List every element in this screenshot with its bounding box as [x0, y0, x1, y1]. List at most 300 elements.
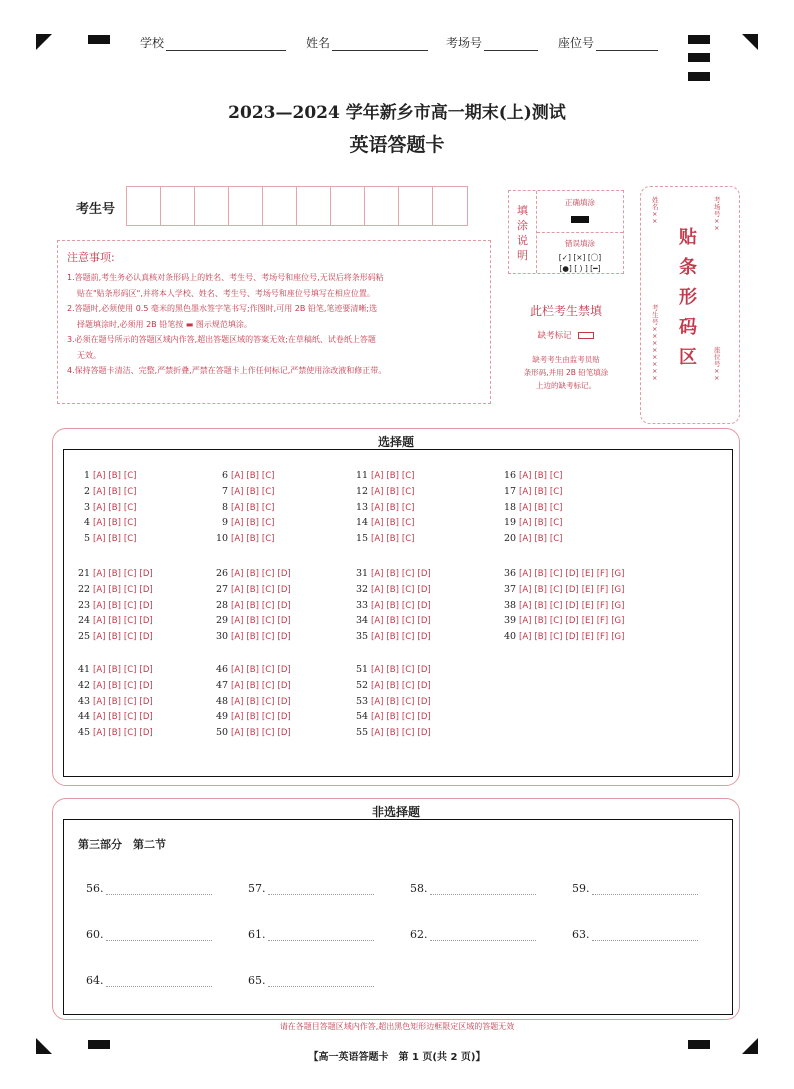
- option-bubble-a[interactable]: [A]: [93, 518, 106, 529]
- option-bubble-a[interactable]: [A]: [371, 569, 384, 579]
- option-bubble-d[interactable]: [D]: [417, 712, 431, 723]
- option-bubble-f[interactable]: [F]: [596, 584, 609, 595]
- question-row: [216, 615, 294, 626]
- option-bubble-b[interactable]: [B]: [246, 569, 259, 579]
- option-bubble-c[interactable]: [C]: [123, 471, 137, 481]
- option-bubble-e[interactable]: [E]: [581, 584, 594, 595]
- option-bubble-a[interactable]: [A]: [231, 534, 244, 545]
- option-bubble-c[interactable]: [C]: [401, 696, 415, 707]
- option-bubble-c[interactable]: [C]: [549, 584, 563, 595]
- answer-57[interactable]: [248, 882, 266, 895]
- option-bubble-c[interactable]: [C]: [549, 569, 563, 579]
- option-bubble-b[interactable]: [B]: [246, 680, 259, 691]
- option-bubble-a[interactable]: [A]: [231, 584, 244, 595]
- answer-64[interactable]: [86, 974, 104, 987]
- option-bubble-c[interactable]: [C]: [549, 616, 563, 627]
- barcode-char: 贴: [679, 227, 697, 248]
- answer-line[interactable]: [106, 894, 212, 895]
- option-bubble-a[interactable]: [A]: [519, 569, 532, 579]
- option-bubble-b[interactable]: [B]: [534, 600, 547, 611]
- option-bubble-b[interactable]: [B]: [534, 584, 547, 595]
- option-bubble-b[interactable]: [B]: [108, 665, 121, 675]
- student-id-box[interactable]: [229, 187, 263, 225]
- option-bubble-c[interactable]: [C]: [401, 486, 415, 497]
- option-bubble-a[interactable]: [A]: [371, 518, 384, 529]
- option-bubble-g[interactable]: [G]: [611, 616, 625, 627]
- option-bubble-b[interactable]: [B]: [108, 569, 121, 579]
- option-bubble-b[interactable]: [B]: [246, 696, 259, 707]
- student-id-box[interactable]: [365, 187, 399, 225]
- option-bubble-g[interactable]: [G]: [611, 600, 625, 611]
- question-row: [78, 727, 156, 738]
- option-bubble-a[interactable]: [A]: [93, 680, 106, 691]
- question-row: [216, 727, 294, 738]
- option-bubble-c[interactable]: [C]: [123, 569, 137, 579]
- option-bubble-d[interactable]: [D]: [417, 632, 431, 643]
- option-bubble-a[interactable]: [A]: [93, 584, 106, 595]
- option-bubble-b[interactable]: [B]: [108, 728, 121, 739]
- question-row: [78, 533, 140, 544]
- fill-side-char: 说: [517, 234, 528, 247]
- option-bubble-b[interactable]: [B]: [534, 518, 547, 529]
- exam-room-label: 考场号: [446, 36, 483, 50]
- option-bubble-d[interactable]: [D]: [277, 712, 291, 723]
- option-bubble-d[interactable]: [D]: [277, 632, 291, 643]
- option-bubble-b[interactable]: [B]: [108, 712, 121, 723]
- absent-mark-row[interactable]: [506, 329, 626, 341]
- option-bubble-a[interactable]: [A]: [519, 518, 532, 529]
- answer-line[interactable]: [430, 894, 536, 895]
- option-bubble-d[interactable]: [D]: [139, 569, 153, 579]
- option-bubble-b[interactable]: [B]: [246, 486, 259, 497]
- option-bubble-b[interactable]: [B]: [108, 696, 121, 707]
- barcode-tag-name: 姓名××: [652, 196, 659, 225]
- option-bubble-d[interactable]: [D]: [277, 569, 291, 579]
- student-id-box[interactable]: [263, 187, 297, 225]
- option-bubble-c[interactable]: [C]: [123, 665, 137, 675]
- option-bubble-c[interactable]: [C]: [549, 600, 563, 611]
- question-number: 53: [356, 695, 369, 707]
- option-bubble-c[interactable]: [C]: [401, 728, 415, 739]
- option-bubble-c[interactable]: [C]: [261, 584, 275, 595]
- option-bubble-a[interactable]: [A]: [93, 696, 106, 707]
- question-row: [216, 600, 294, 611]
- option-bubble-c[interactable]: [C]: [123, 632, 137, 643]
- footer-warning: 请在各题目答题区域内作答,超出黑色矩形边框限定区域的答题无效: [279, 1022, 515, 1031]
- exam-room-field[interactable]: [446, 34, 538, 51]
- option-bubble-a[interactable]: [A]: [519, 632, 532, 643]
- option-bubble-b[interactable]: [B]: [246, 712, 259, 723]
- exam-room-line[interactable]: [484, 37, 538, 51]
- option-bubble-b[interactable]: [B]: [108, 486, 121, 497]
- option-bubble-c[interactable]: [C]: [123, 680, 137, 691]
- answer-65[interactable]: [248, 974, 266, 987]
- option-bubble-a[interactable]: [A]: [231, 728, 244, 739]
- option-bubble-d[interactable]: [D]: [139, 712, 153, 723]
- question-number: 35: [356, 631, 369, 643]
- option-bubble-a[interactable]: [A]: [231, 665, 244, 675]
- option-bubble-d[interactable]: [D]: [277, 665, 291, 675]
- answer-61[interactable]: [248, 928, 266, 941]
- option-bubble-d[interactable]: [D]: [139, 728, 153, 739]
- option-bubble-a[interactable]: [A]: [371, 502, 384, 513]
- option-bubble-a[interactable]: [A]: [231, 712, 244, 723]
- option-bubble-b[interactable]: [B]: [534, 632, 547, 643]
- answer-line[interactable]: [268, 986, 374, 987]
- option-bubble-c[interactable]: [C]: [261, 680, 275, 691]
- question-number: 61.: [248, 928, 266, 941]
- school-field[interactable]: [140, 34, 286, 51]
- option-bubble-a[interactable]: [A]: [93, 486, 106, 497]
- option-bubble-b[interactable]: [B]: [246, 616, 259, 627]
- option-bubble-a[interactable]: [A]: [231, 569, 244, 579]
- student-id-box[interactable]: [127, 187, 161, 225]
- student-id-box[interactable]: [297, 187, 331, 225]
- option-bubble-c[interactable]: [C]: [261, 665, 275, 675]
- option-bubble-b[interactable]: [B]: [534, 471, 547, 481]
- question-number: 29: [216, 615, 229, 627]
- option-bubble-a[interactable]: [A]: [231, 632, 244, 643]
- option-bubble-b[interactable]: [B]: [386, 712, 399, 723]
- option-bubble-d[interactable]: [D]: [277, 600, 291, 611]
- option-bubble-c[interactable]: [C]: [123, 616, 137, 627]
- option-bubble-a[interactable]: [A]: [231, 600, 244, 611]
- option-bubble-c[interactable]: [C]: [401, 569, 415, 579]
- question-row: [78, 615, 156, 626]
- option-bubble-c[interactable]: [C]: [401, 665, 415, 675]
- answer-line[interactable]: [106, 986, 212, 987]
- option-bubble-c[interactable]: [C]: [401, 712, 415, 723]
- option-bubble-a[interactable]: [A]: [519, 471, 532, 481]
- option-bubble-a[interactable]: [A]: [371, 486, 384, 497]
- question-row: [356, 727, 434, 738]
- option-bubble-f[interactable]: [F]: [596, 632, 609, 643]
- student-id-box[interactable]: [331, 187, 365, 225]
- absent-mark-box[interactable]: [578, 332, 594, 339]
- option-bubble-d[interactable]: [D]: [565, 632, 579, 643]
- option-bubble-a[interactable]: [A]: [519, 616, 532, 627]
- timing-mark: [88, 35, 110, 44]
- option-bubble-b[interactable]: [B]: [534, 486, 547, 497]
- option-bubble-f[interactable]: [F]: [596, 600, 609, 611]
- option-bubble-c[interactable]: [C]: [123, 584, 137, 595]
- option-bubble-d[interactable]: [D]: [417, 728, 431, 739]
- option-bubble-c[interactable]: [C]: [123, 600, 137, 611]
- option-bubble-c[interactable]: [C]: [549, 632, 563, 643]
- option-bubble-d[interactable]: [D]: [417, 680, 431, 691]
- wrong-fill: [537, 233, 623, 273]
- option-bubble-b[interactable]: [B]: [108, 502, 121, 513]
- question-number: 13: [356, 501, 369, 513]
- option-bubble-c[interactable]: [C]: [401, 600, 415, 611]
- option-bubble-c[interactable]: [C]: [549, 502, 563, 513]
- option-bubble-g[interactable]: [G]: [611, 584, 625, 595]
- option-bubble-a[interactable]: [A]: [371, 584, 384, 595]
- option-bubble-d[interactable]: [D]: [139, 696, 153, 707]
- option-bubble-d[interactable]: [D]: [417, 584, 431, 595]
- option-bubble-b[interactable]: [B]: [108, 584, 121, 595]
- nonchoice-answer-frame: [63, 819, 733, 1015]
- option-bubble-c[interactable]: [C]: [261, 518, 275, 529]
- option-bubble-d[interactable]: [D]: [277, 728, 291, 739]
- option-bubble-d[interactable]: [D]: [417, 616, 431, 627]
- option-bubble-a[interactable]: [A]: [371, 712, 384, 723]
- student-id-box[interactable]: [195, 187, 229, 225]
- option-bubble-a[interactable]: [A]: [93, 502, 106, 513]
- option-bubble-c[interactable]: [C]: [123, 502, 137, 513]
- option-bubble-c[interactable]: [C]: [401, 616, 415, 627]
- option-bubble-c[interactable]: [C]: [401, 584, 415, 595]
- option-bubble-a[interactable]: [A]: [519, 600, 532, 611]
- option-bubble-c[interactable]: [C]: [401, 680, 415, 691]
- question-number: 65.: [248, 974, 266, 987]
- answer-62[interactable]: [410, 928, 428, 941]
- option-bubble-a[interactable]: [A]: [93, 616, 106, 627]
- option-bubble-b[interactable]: [B]: [246, 471, 259, 481]
- answer-line[interactable]: [106, 940, 212, 941]
- option-bubble-b[interactable]: [B]: [386, 534, 399, 545]
- option-bubble-b[interactable]: [B]: [108, 616, 121, 627]
- option-bubble-c[interactable]: [C]: [261, 534, 275, 545]
- option-bubble-a[interactable]: [A]: [231, 486, 244, 497]
- option-bubble-b[interactable]: [B]: [386, 518, 399, 529]
- option-bubble-a[interactable]: [A]: [93, 534, 106, 545]
- question-number: 56.: [86, 882, 104, 895]
- option-bubble-d[interactable]: [D]: [565, 584, 579, 595]
- student-id-box[interactable]: [399, 187, 433, 225]
- option-bubble-e[interactable]: [E]: [581, 600, 594, 611]
- answer-line[interactable]: [268, 940, 374, 941]
- option-bubble-c[interactable]: [C]: [261, 471, 275, 481]
- answer-63[interactable]: [572, 928, 590, 941]
- option-bubble-c[interactable]: [C]: [261, 728, 275, 739]
- question-number: 52: [356, 679, 369, 691]
- option-bubble-b[interactable]: [B]: [108, 518, 121, 529]
- option-bubble-a[interactable]: [A]: [371, 632, 384, 643]
- option-bubble-b[interactable]: [B]: [108, 680, 121, 691]
- option-bubble-b[interactable]: [B]: [386, 632, 399, 643]
- option-bubble-c[interactable]: [C]: [401, 632, 415, 643]
- answer-59[interactable]: [572, 882, 590, 895]
- option-bubble-f[interactable]: [F]: [596, 569, 609, 579]
- option-bubble-c[interactable]: [C]: [261, 696, 275, 707]
- option-bubble-a[interactable]: [A]: [231, 616, 244, 627]
- option-bubble-b[interactable]: [B]: [386, 728, 399, 739]
- notice-title: 注意事项:: [67, 251, 115, 264]
- question-row: [504, 517, 566, 528]
- question-number: 21: [78, 568, 91, 579]
- option-bubble-a[interactable]: [A]: [371, 600, 384, 611]
- option-bubble-a[interactable]: [A]: [231, 518, 244, 529]
- option-bubble-b[interactable]: [B]: [246, 632, 259, 643]
- option-bubble-f[interactable]: [F]: [596, 616, 609, 627]
- question-number: 23: [78, 599, 91, 611]
- option-bubble-b[interactable]: [B]: [386, 665, 399, 675]
- option-bubble-b[interactable]: [B]: [386, 502, 399, 513]
- option-bubble-b[interactable]: [B]: [386, 696, 399, 707]
- student-id-box[interactable]: [161, 187, 195, 225]
- option-bubble-c[interactable]: [C]: [123, 728, 137, 739]
- question-number: 37: [504, 583, 517, 595]
- option-bubble-c[interactable]: [C]: [123, 486, 137, 497]
- option-bubble-e[interactable]: [E]: [581, 569, 594, 579]
- option-bubble-a[interactable]: [A]: [371, 696, 384, 707]
- option-bubble-b[interactable]: [B]: [386, 471, 399, 481]
- option-bubble-c[interactable]: [C]: [123, 518, 137, 529]
- option-bubble-b[interactable]: [B]: [386, 569, 399, 579]
- option-bubble-g[interactable]: [G]: [611, 632, 625, 643]
- option-bubble-d[interactable]: [D]: [565, 600, 579, 611]
- option-bubble-a[interactable]: [A]: [371, 471, 384, 481]
- student-id-box[interactable]: [433, 187, 467, 225]
- option-bubble-c[interactable]: [C]: [123, 534, 137, 545]
- option-bubble-b[interactable]: [B]: [108, 632, 121, 643]
- option-bubble-d[interactable]: [D]: [139, 616, 153, 627]
- school-line[interactable]: [166, 37, 286, 51]
- option-bubble-a[interactable]: [A]: [371, 616, 384, 627]
- option-bubble-e[interactable]: [E]: [581, 632, 594, 643]
- option-bubble-c[interactable]: [C]: [261, 712, 275, 723]
- option-bubble-d[interactable]: [D]: [139, 584, 153, 595]
- option-bubble-c[interactable]: [C]: [123, 696, 137, 707]
- option-bubble-a[interactable]: [A]: [93, 600, 106, 611]
- option-bubble-c[interactable]: [C]: [123, 712, 137, 723]
- option-bubble-d[interactable]: [D]: [417, 696, 431, 707]
- answer-line[interactable]: [430, 940, 536, 941]
- name-field[interactable]: [306, 34, 428, 51]
- option-bubble-a[interactable]: [A]: [519, 502, 532, 513]
- option-bubble-b[interactable]: [B]: [108, 534, 121, 545]
- option-bubble-a[interactable]: [A]: [371, 534, 384, 545]
- option-bubble-b[interactable]: [B]: [246, 600, 259, 611]
- option-bubble-b[interactable]: [B]: [534, 616, 547, 627]
- option-bubble-d[interactable]: [D]: [277, 680, 291, 691]
- option-bubble-b[interactable]: [B]: [108, 600, 121, 611]
- option-bubble-b[interactable]: [B]: [386, 600, 399, 611]
- option-bubble-a[interactable]: [A]: [231, 502, 244, 513]
- option-bubble-d[interactable]: [D]: [139, 665, 153, 675]
- question-row: [504, 486, 566, 497]
- option-bubble-c[interactable]: [C]: [261, 569, 275, 579]
- option-bubble-a[interactable]: [A]: [519, 486, 532, 497]
- seat-line[interactable]: [596, 37, 658, 51]
- option-bubble-c[interactable]: [C]: [261, 486, 275, 497]
- option-bubble-g[interactable]: [G]: [611, 569, 625, 579]
- option-bubble-c[interactable]: [C]: [261, 632, 275, 643]
- option-bubble-a[interactable]: [A]: [371, 728, 384, 739]
- option-bubble-c[interactable]: [C]: [401, 534, 415, 545]
- fill-side-char: 填: [517, 204, 528, 217]
- option-bubble-b[interactable]: [B]: [534, 534, 547, 545]
- option-bubble-d[interactable]: [D]: [277, 616, 291, 627]
- option-bubble-d[interactable]: [D]: [139, 632, 153, 643]
- seat-field[interactable]: [558, 34, 658, 51]
- option-bubble-c[interactable]: [C]: [401, 518, 415, 529]
- question-number: 47: [216, 679, 229, 691]
- question-number: 25: [78, 631, 91, 643]
- option-bubble-b[interactable]: [B]: [246, 665, 259, 675]
- option-bubble-b[interactable]: [B]: [534, 569, 547, 579]
- option-bubble-d[interactable]: [D]: [565, 616, 579, 627]
- question-row: [356, 533, 418, 544]
- nonchoice-title: 非选择题: [371, 805, 420, 819]
- option-bubble-a[interactable]: [A]: [231, 680, 244, 691]
- option-bubble-d[interactable]: [D]: [277, 584, 291, 595]
- question-number: 5: [83, 533, 90, 545]
- question-number: 19: [504, 517, 517, 529]
- option-bubble-d[interactable]: [D]: [565, 569, 579, 579]
- option-bubble-a[interactable]: [A]: [231, 471, 244, 481]
- option-bubble-a[interactable]: [A]: [93, 728, 106, 739]
- option-bubble-d[interactable]: [D]: [139, 680, 153, 691]
- option-bubble-a[interactable]: [A]: [231, 696, 244, 707]
- option-bubble-b[interactable]: [B]: [386, 680, 399, 691]
- part-label: 第三部分 第二节: [78, 838, 166, 851]
- option-bubble-a[interactable]: [A]: [93, 712, 106, 723]
- option-bubble-b[interactable]: [B]: [246, 728, 259, 739]
- option-bubble-a[interactable]: [A]: [93, 632, 106, 643]
- correct-fill-mark: [571, 216, 589, 223]
- answer-60[interactable]: [86, 928, 104, 941]
- option-bubble-c[interactable]: [C]: [261, 600, 275, 611]
- option-bubble-b[interactable]: [B]: [386, 486, 399, 497]
- student-id-grid[interactable]: [126, 186, 468, 226]
- question-number: 36: [504, 568, 517, 579]
- question-row: [504, 584, 627, 595]
- option-bubble-a[interactable]: [A]: [519, 584, 532, 595]
- option-bubble-a[interactable]: [A]: [93, 569, 106, 579]
- option-bubble-c[interactable]: [C]: [549, 518, 563, 529]
- option-bubble-c[interactable]: [C]: [261, 616, 275, 627]
- option-bubble-a[interactable]: [A]: [371, 665, 384, 675]
- option-bubble-b[interactable]: [B]: [246, 502, 259, 513]
- option-bubble-b[interactable]: [B]: [246, 584, 259, 595]
- option-bubble-b[interactable]: [B]: [534, 502, 547, 513]
- answer-line[interactable]: [592, 940, 698, 941]
- barcode-char: 码: [679, 317, 697, 338]
- option-bubble-c[interactable]: [C]: [401, 502, 415, 513]
- option-bubble-b[interactable]: [B]: [246, 534, 259, 545]
- option-bubble-d[interactable]: [D]: [417, 600, 431, 611]
- option-bubble-a[interactable]: [A]: [519, 534, 532, 545]
- option-bubble-e[interactable]: [E]: [581, 616, 594, 627]
- answer-line[interactable]: [592, 894, 698, 895]
- question-number: 54: [356, 711, 369, 723]
- option-bubble-b[interactable]: [B]: [108, 471, 121, 481]
- option-bubble-c[interactable]: [C]: [261, 502, 275, 513]
- answer-58[interactable]: [410, 882, 428, 895]
- option-bubble-a[interactable]: [A]: [371, 680, 384, 691]
- timing-mark: [688, 53, 710, 62]
- option-bubble-c[interactable]: [C]: [549, 486, 563, 497]
- name-line[interactable]: [332, 37, 428, 51]
- option-bubble-c[interactable]: [C]: [401, 471, 415, 481]
- option-bubble-d[interactable]: [D]: [417, 665, 431, 675]
- option-bubble-a[interactable]: [A]: [93, 471, 106, 481]
- option-bubble-b[interactable]: [B]: [246, 518, 259, 529]
- option-bubble-b[interactable]: [B]: [386, 584, 399, 595]
- option-bubble-d[interactable]: [D]: [277, 696, 291, 707]
- option-bubble-a[interactable]: [A]: [93, 665, 106, 675]
- option-bubble-d[interactable]: [D]: [139, 600, 153, 611]
- question-number: 9: [221, 517, 228, 529]
- answer-56[interactable]: [86, 882, 104, 895]
- option-bubble-c[interactable]: [C]: [549, 471, 563, 481]
- answer-line[interactable]: [268, 894, 374, 895]
- option-bubble-c[interactable]: [C]: [549, 534, 563, 545]
- option-bubble-b[interactable]: [B]: [386, 616, 399, 627]
- option-bubble-d[interactable]: [D]: [417, 569, 431, 579]
